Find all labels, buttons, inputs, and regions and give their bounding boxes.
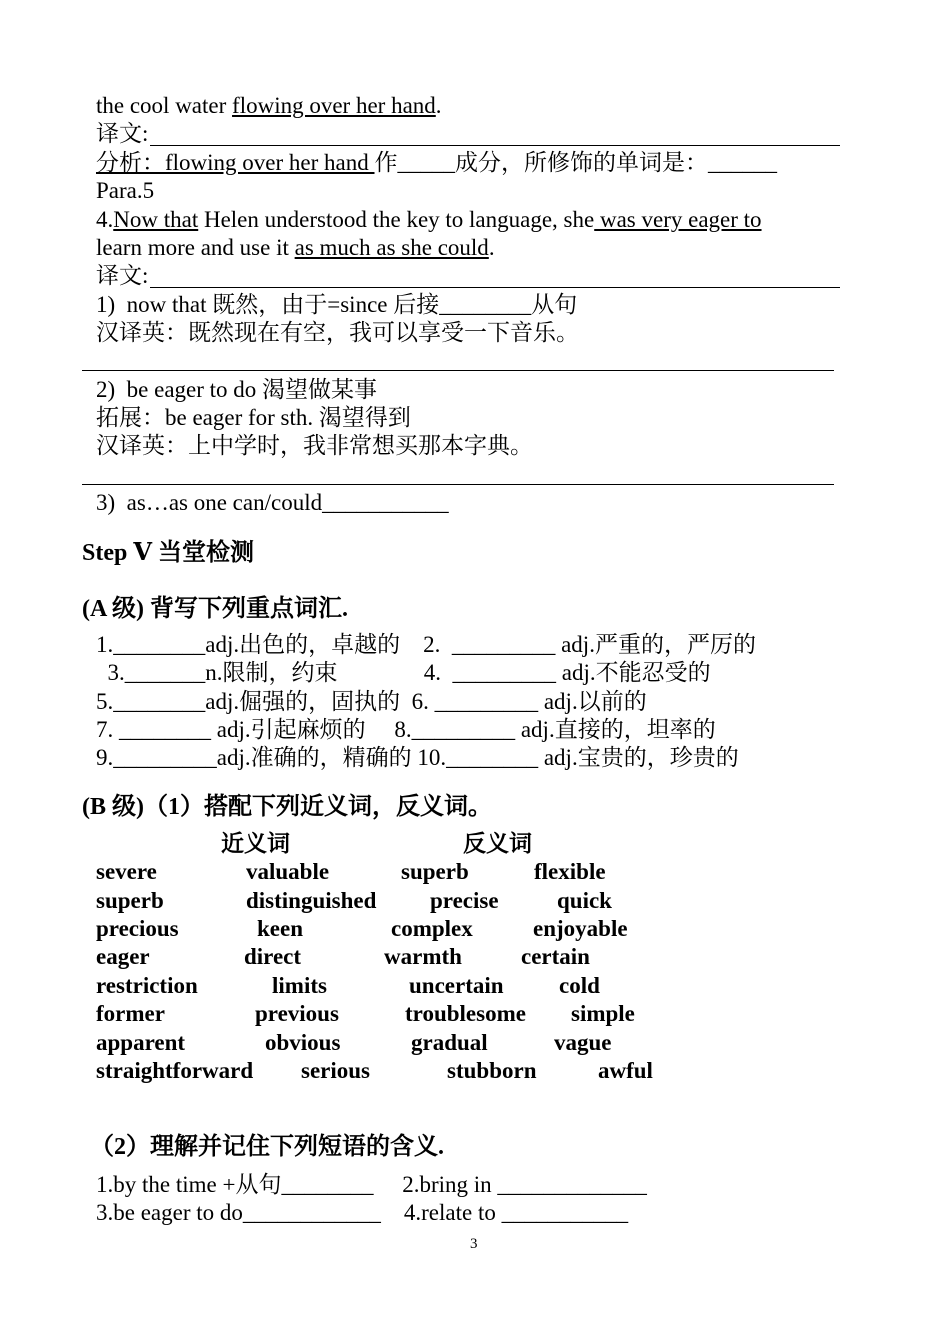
analysis-underlined: 分析：flowing over her hand [96,150,375,175]
text: learn more and use it [96,235,295,260]
point-2-extension: 拓展：be eager for sth. 渴望得到 [96,405,411,430]
word: former [96,1001,165,1026]
word: severe [96,859,157,884]
word: keen [257,916,303,941]
point-2: 2) be eager to do 渴望做某事 [96,377,378,402]
analysis-line [96,149,777,177]
page-number: 3 [470,1236,478,1252]
underlined-phrase: flowing over her hand [232,93,436,118]
word: simple [571,1001,635,1026]
synonym-header: 近义词 [221,831,290,856]
word: precise [430,888,499,913]
text: Helen understood the key to language, she [198,207,595,232]
word: apparent [96,1030,186,1055]
sentence-4-line-1 [96,206,762,234]
word: eager [96,944,150,969]
vocab-row: 1.________adj.出色的，卓越的 2. _________ adj.严重的，严厉的 [96,632,756,657]
answer-blank-line [82,370,834,371]
text: . [488,235,495,260]
word: serious [301,1058,370,1083]
vocab-row: 7. ________ adj.引起麻烦的 8._________ adj.直接的，坦率的 [96,717,716,742]
point-2-task: 汉译英：上中学时，我非常想买那本字典。 [96,433,533,458]
word: complex [391,916,473,941]
sentence-4-line-2 [96,234,495,262]
word: vague [554,1030,612,1055]
text: the cool water [96,93,233,118]
sentence-3-line-2 [96,92,442,120]
word: awful [598,1058,653,1083]
vocab-row: 5.________adj.倔强的，固执的 6. _________ adj.以前的 [96,689,647,714]
vocab-row: 9._________adj.准确的，精确的 10.________ adj.宝贵的，珍贵的 [96,745,739,770]
phrase-row: 1.by the time +从句________ 2.bring in _____________ [96,1172,647,1197]
section-a-title: (A 级) 背写下列重点词汇. [82,596,348,622]
point-1-task: 汉译英：既然现在有空，我可以享受一下音乐。 [96,320,579,345]
antonym-header: 反义词 [463,831,532,856]
text: . [435,93,442,118]
word: troublesome [405,1001,526,1026]
word: straightforward [96,1058,254,1083]
section-b-title: (B 级)（1）搭配下列近义词，反义词。 [82,794,492,820]
vocab-row: 3._______n.限制，约束 4. _________ adj.不能忍受的 [96,660,711,685]
translation-blank-line [150,287,840,288]
para-label: Para.5 [96,178,155,203]
text: 4. [96,207,114,232]
word: distinguished [246,888,377,913]
underlined-phrase: as much as she could [294,235,489,260]
step-title: Step Ⅴ 当堂检测 [82,540,254,566]
answer-blank-line [82,484,834,485]
point-3: 3) as…as one can/could___________ [96,490,449,515]
word: gradual [411,1030,488,1055]
word: warmth [384,944,462,969]
word: previous [255,1001,339,1026]
translation-blank-line [150,145,840,146]
word: superb [401,859,469,884]
word: restriction [96,973,198,998]
word: uncertain [409,973,504,998]
phrases-title: （2）理解并记住下列短语的含义. [90,1134,444,1160]
translation-label: 译文: [96,263,149,288]
word: direct [244,944,302,969]
underlined-phrase: Now that [113,207,199,232]
word: quick [557,888,612,913]
word: precious [96,916,179,941]
translation-label: 译文: [96,121,149,146]
point-1: 1) now that 既然，由于=since 后接________从句 [96,292,578,317]
word: stubborn [447,1058,537,1083]
underlined-phrase: was very eager to [594,207,762,232]
word: certain [521,944,590,969]
word: valuable [246,859,330,884]
phrase-row: 3.be eager to do____________ 4.relate to ___________ [96,1200,629,1225]
word: limits [272,973,327,998]
word: flexible [534,859,606,884]
word: cold [559,973,600,998]
analysis-text: 作_____成分，所修饰的单词是：______ [374,150,777,175]
word: obvious [265,1030,341,1055]
word: enjoyable [533,916,628,941]
word: superb [96,888,164,913]
